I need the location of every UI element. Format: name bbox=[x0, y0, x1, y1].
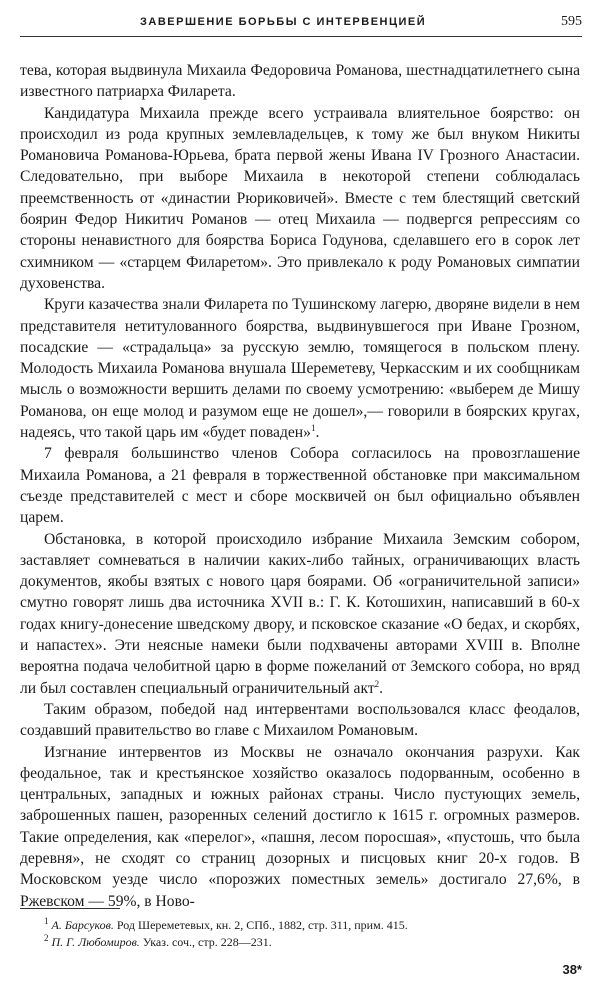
footnote-mark: 2 bbox=[44, 933, 49, 943]
footnotes bbox=[44, 917, 584, 951]
footnote-ref: 1 bbox=[310, 422, 316, 433]
paragraph: Обстановка, в которой происходило избрание Михаила Земским собором, заставляет сомневаться в наличии каких-либо тайных, ограничивающих власть документов, якобы взятых с нового царя боярами. Об «ограничительной записи» смутно говорят лишь два источника XVII в.: Г. К. Котошихин, написавший в 60-х годах книгу-донесение шведскому двору, и псковское сказание «О бедах, и скорбях, и напастех». Эти неясные намеки были подхвачены авторами XVIII в. Вполне вероятна подача челобитной царю в форме пожеланий от Земского собора, но вряд ли был составлен специальный ограничительный акт$^2$. bbox=[20, 530, 580, 697]
page-header bbox=[20, 16, 582, 38]
footnote bbox=[44, 917, 584, 934]
footnote-text: Указ. соч., стр. 228—231. bbox=[142, 935, 272, 949]
body-text bbox=[20, 60, 580, 912]
footnote bbox=[44, 934, 584, 951]
paragraph: тева, которая выдвинула Михаила Федоровича Романова, шестнадцатилетнего сына известного патриарха Филарета. bbox=[20, 62, 580, 101]
paragraph: 7 февраля большинство членов Собора согласилось на провозглашение Михаила Романова, а 21 февраля в торжественной обстановке при максимальном съезде представителей с мест и сборе москвичей он был официально объявлен царем. bbox=[20, 445, 580, 527]
paragraph: Таким образом, победой над интервентами воспользовался класс феодалов, создавший правительство во главе с Михаилом Романовым. bbox=[20, 700, 580, 740]
running-title: ЗАВЕРШЕНИЕ БОРЬБЫ С ИНТЕРВЕНЦИЕЙ bbox=[140, 16, 427, 28]
signature-mark: 38* bbox=[562, 962, 582, 977]
footnote-author: А. Барсуков. bbox=[51, 918, 114, 932]
paragraph-text: Обстановка, в которой происходило избрание Михаила Земским собором, заставляет сомневаться в наличии каких-либо тайных, ограничивающих власть документов, якобы взятых с нового царя боярами. Об «ограничительной записи» смутно говорят лишь два источника XVII в.: Г. К. Котошихин, написавший в 60-х годах книгу-донесение шведскому двору, и псковское сказание «О бедах, и скорбях, и напастех». Эти неясные намеки были подхвачены авторами XVIII в. Вполне вероятна подача челобитной царю в форме пожеланий от Земского собора, но вряд ли был составлен специальный ограничительный акт bbox=[20, 530, 580, 697]
paragraph: Круги казачества знали Филарета по Тушинскому лагерю, дворяне видели в нем представителя нетитулованного боярства, выдвинувшегося при Иване Грозном, посадские — «страдальца» за русскую землю, томящегося в польском плену. Молодость Михаила Романова внушала Шереметеву, Черкасским и их сообщникам мысль о возможности вершить делами по своему усмотрению: «выберем де Мишу Романова, он еще молод и разумом еще не дошел»,— говорили в боярских кругах, надеясь, что такой царь им «будет поваден»$^1$. bbox=[20, 296, 580, 442]
footnote-rule bbox=[20, 908, 120, 909]
header-rule bbox=[20, 36, 582, 37]
paragraph-text: Круги казачества знали Филарета по Тушинскому лагерю, дворяне видели в нем представителя нетитулованного боярства, выдвинувшегося при Иване Грозном, посадские — «страдальца» за русскую землю, томящегося в польском плену. Молодость Михаила Романова внушала Шереметеву, Черкасским и их сообщникам мысль о возможности вершить делами по своему усмотрению: «выберем де Мишу Романова, он еще молод и разумом еще не дошел»,— говорили в боярских кругах, надеясь, что такой царь им «будет поваден» bbox=[20, 296, 580, 442]
footnote-author: П. Г. Любомиров. bbox=[51, 935, 140, 949]
footnote-ref: 2 bbox=[374, 678, 380, 689]
footnote-mark: 1 bbox=[44, 916, 49, 926]
paragraph: Изгнание интервентов из Москвы не означало окончания разрухи. Как феодальное, так и крестьянское хозяйство оказалось подорванным, особенно в центральных, западных и южных районах страны. Число пустующих земель, заброшенных пашен, разоренных селений достигло к 1615 г. огромных размеров. Такие определения, как «перелог», «пашня, лесом поросшая», «пустошь, что была деревня», не сходят со страниц дозорных и писцовых книг 20-х годов. В Московском уезде число «порозжих поместных земель» достигало 27,6%, в Ржевском — 59%, в Ново- bbox=[20, 743, 580, 910]
page-number: 595 bbox=[561, 14, 582, 29]
footnote-text: Род Шереметевых, кн. 2, СПб., 1882, стр. 311, прим. 415. bbox=[116, 918, 408, 932]
paragraph: Кандидатура Михаила прежде всего устраивала влиятельное боярство: он происходил из рода крупных землевладельцев, к тому же был внуком Никиты Романовича Романова-Юрьева, брата первой жены Ивана IV Грозного Анастасии. Следовательно, при выборе Михаила в некоторой степени соблюдалась преемственность от «династии Рюриковичей». Вместе с тем блестящий светский боярин Федор Никитич Романов — отец Михаила — подвергся репрессиям со стороны ненавистного для боярства Бориса Годунова, сделавшего его в сорок лет схимником — «старцем Филаретом». Это привлекало к роду Романовых симпатии духовенства. bbox=[20, 104, 580, 292]
